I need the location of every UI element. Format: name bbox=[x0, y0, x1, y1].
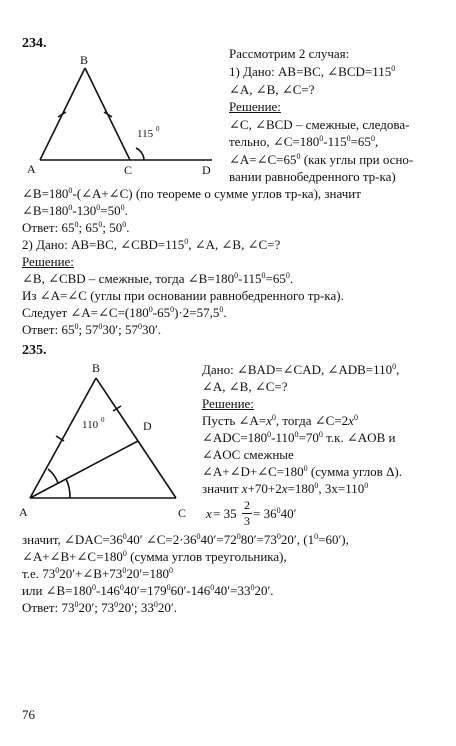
problem-number-234: 234. bbox=[22, 36, 47, 51]
p235-line2: $\angle ADC=180^0-110^0=70^0$ т.к. ∠AOB и bbox=[202, 430, 396, 445]
p234-s2-line2: Из ∠A=∠C (углы при основании равнобедренного тр-ка). bbox=[22, 288, 344, 303]
fig234-label-c: C bbox=[124, 163, 133, 177]
fig235-angle-label: 110 bbox=[82, 419, 99, 431]
fig235-angle-deg: 0 bbox=[101, 416, 105, 424]
fig234-label-b: B bbox=[80, 53, 89, 67]
problem-number-235: 235. bbox=[22, 343, 47, 358]
p234-solution2-label: Решение: bbox=[22, 254, 74, 269]
p235-line3: ∠AOC смежные bbox=[202, 447, 294, 462]
fig235-label-c: C bbox=[178, 506, 187, 520]
fig235-angle-arc-1 bbox=[48, 469, 58, 483]
fig234-label-a: A bbox=[27, 162, 36, 176]
p234-s1-line2: тельно, $\angle C=180^0-115^0=65^0$, bbox=[229, 134, 379, 149]
eq-fraction-num: 2 bbox=[244, 498, 250, 512]
p234-answer1: Ответ: $65^0$; $65^0$; $50^0$. bbox=[22, 220, 130, 235]
fig235-angle-arc-2 bbox=[66, 479, 70, 498]
fig235-label-d: D bbox=[143, 419, 152, 433]
p234-case1-find: ∠A, ∠B, ∠C=? bbox=[229, 82, 315, 97]
p234-case1-given: 1) Дано: AB=BC, $\angle BCD=115^0$ bbox=[229, 64, 396, 79]
p235-equation bbox=[206, 499, 386, 529]
fig235-label-b: B bbox=[92, 361, 101, 375]
page-number: 76 bbox=[22, 707, 35, 722]
fig234-angle-label: 115 bbox=[137, 128, 154, 140]
fig234-angle-deg: 0 bbox=[156, 125, 160, 133]
fig234-label-d: D bbox=[202, 163, 211, 177]
p235-line5: значит $x+70+2x=180^0$, $3x=110^0$ bbox=[202, 481, 369, 496]
p235-result3: т.е. $73^020'+\angle B+73^020'=180^0$ bbox=[22, 566, 173, 581]
p234-s2-line3: Следует $\angle A=\angle C=(180^0-65^0)\cdot 2=57,5^0$. bbox=[22, 305, 227, 320]
fig235-side-bc bbox=[96, 378, 176, 498]
p234-s1-line3: $\angle A=\angle C=65^0$ (как углы при осно- bbox=[229, 152, 414, 167]
p234-answer2: Ответ: $65^0$; $57^030'$; $57^030'$. bbox=[22, 322, 162, 337]
eq-part-b: = $36^040'$ bbox=[253, 506, 297, 521]
p234-solution-label: Решение: bbox=[229, 99, 281, 114]
p234-s2-line1: ∠B, ∠CBD – смежные, тогда $\angle B=180^0-115^0=65^0$. bbox=[22, 271, 294, 286]
p234-s1-line5: $\angle B=180^0-(\angle A+\angle C)$ (по теореме о сумме углов тр-ка), значит bbox=[22, 186, 361, 201]
p235-answer: Ответ: $73^020'$; $73^020'$; $33^020'$. bbox=[22, 600, 177, 615]
p234-case2-given: 2) Дано: AB=BC, $\angle CBD=115^0$, ∠A, ∠B, ∠C=? bbox=[22, 237, 281, 252]
p234-s1-line6: $\angle B=180^0-130^0=50^0$. bbox=[22, 203, 128, 218]
p234-s1-line4: вании равнобедренного тр-ка) bbox=[229, 169, 396, 184]
p235-result2: $\angle A+\angle B+\angle C=180^0$ (сумма углов треугольника), bbox=[22, 549, 287, 564]
p234-intro: Рассмотрим 2 случая: bbox=[229, 46, 350, 61]
p235-line1: Пусть $\angle A=x^0$, тогда $\angle C=2x^0$ bbox=[202, 413, 358, 428]
eq-fraction-den: 3 bbox=[244, 514, 250, 528]
p235-line4: $\angle A+\angle D+\angle C=180^0$ (сумма углов Δ). bbox=[202, 464, 403, 479]
p235-solution-label: Решение: bbox=[202, 396, 254, 411]
eq-part-a: = 35 bbox=[213, 506, 237, 521]
p235-result4: или $\angle B=180^0-146^040'=179^060'-146^040'=33^020'$. bbox=[22, 583, 274, 598]
p235-result1: значит, $\angle DAC=36^040'$ $\angle C=2\cdot 36^040'=72^080'=73^020'$, $(1^0=60')$, bbox=[22, 532, 349, 547]
p235-find: ∠A, ∠B, ∠C=? bbox=[202, 379, 288, 394]
fig235-label-a: A bbox=[19, 505, 28, 519]
p235-given: Дано: ∠BAD=∠CAD, $\angle ADB=110^0$, bbox=[202, 362, 400, 377]
eq-x: x bbox=[206, 506, 212, 521]
p234-s1-line1: ∠C, ∠BCD – смежные, следова- bbox=[229, 117, 410, 132]
